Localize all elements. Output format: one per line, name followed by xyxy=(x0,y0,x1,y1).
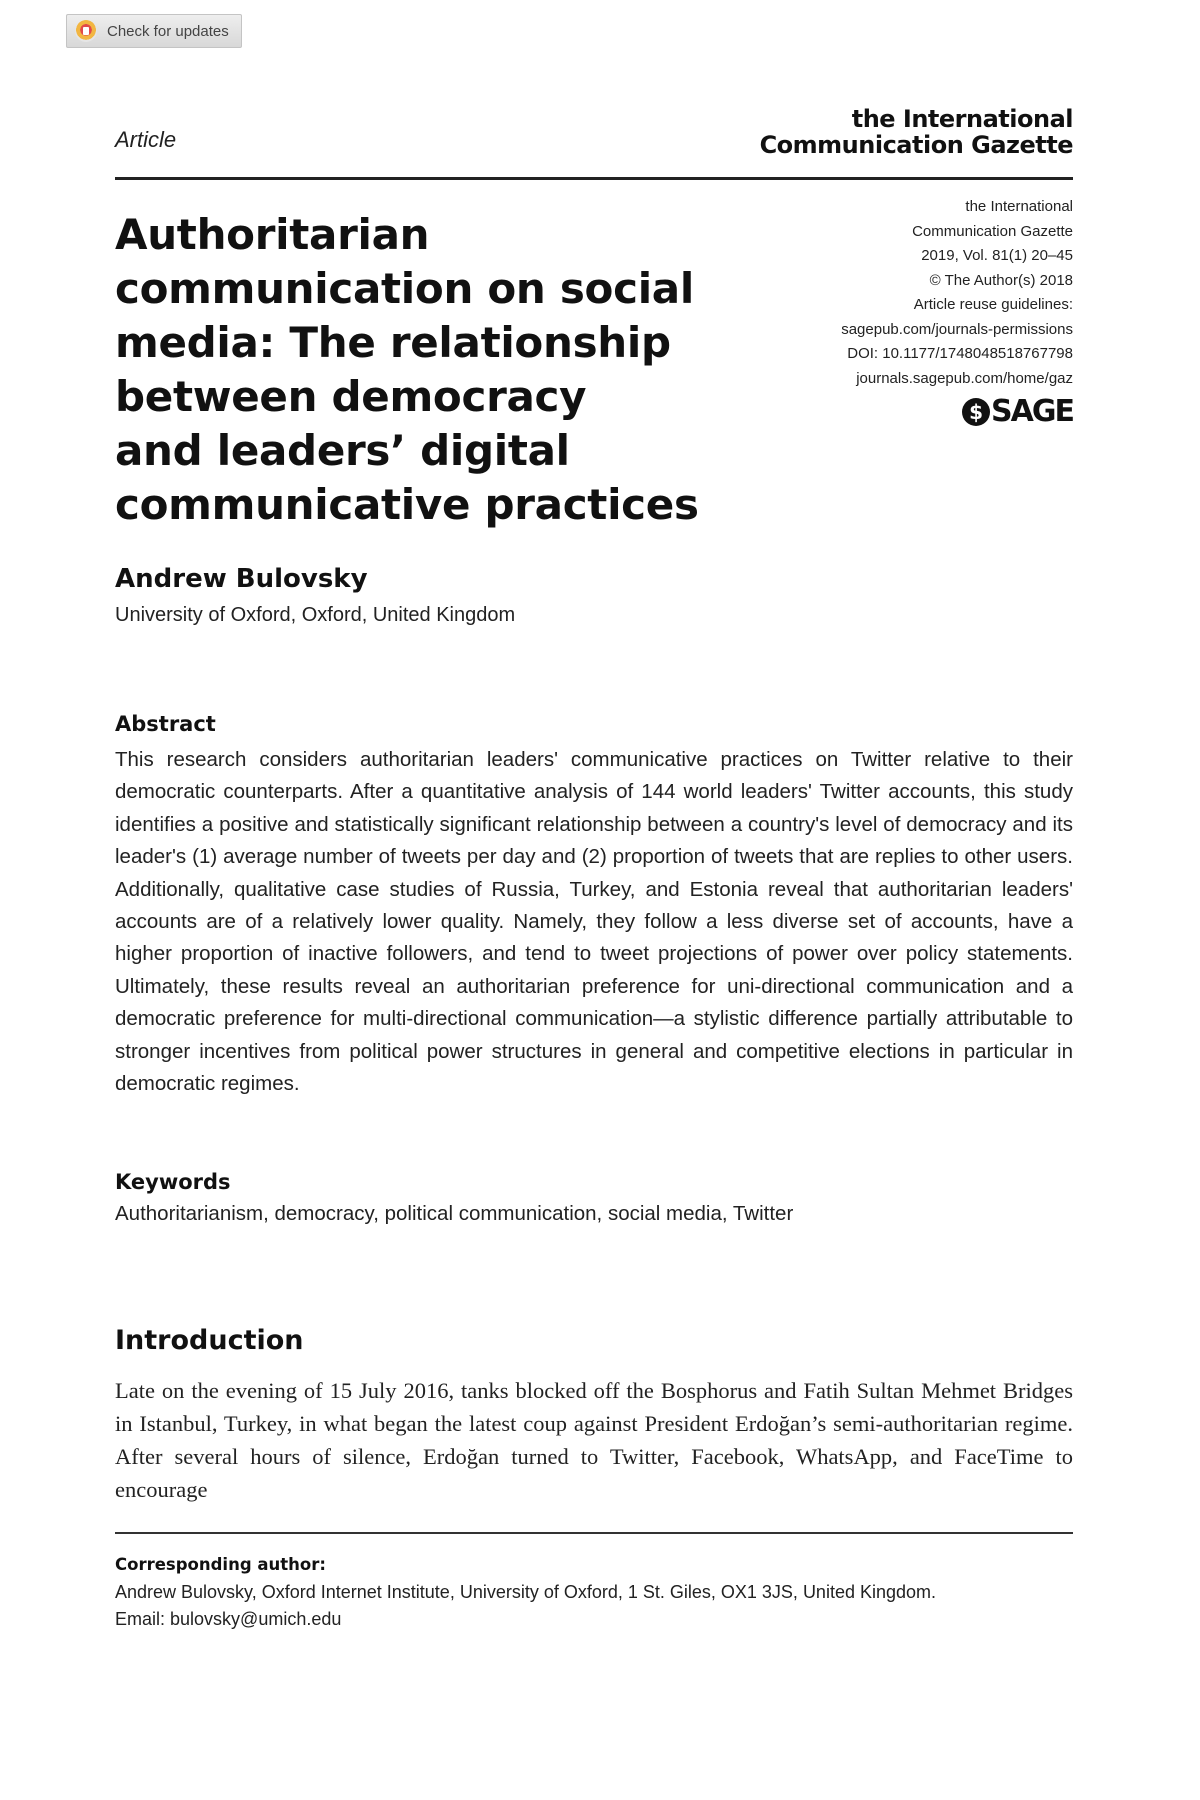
sage-logo xyxy=(962,394,1073,429)
sage-logo-text: SAGE xyxy=(991,394,1073,429)
title-line: communicative practices xyxy=(115,480,699,529)
corresponding-author-heading: Corresponding author: xyxy=(115,1555,326,1574)
journal-logo-line-1: the International xyxy=(851,105,1073,133)
journal-home-link[interactable]: journals.sagepub.com/home/gaz xyxy=(856,369,1073,387)
title-line: Authoritarian xyxy=(115,210,430,259)
corresponding-author-email[interactable]: Email: bulovsky@umich.edu xyxy=(115,1609,342,1629)
abstract-text: This research considers authoritarian leaders' communicative practices on Twitter relative to their democratic counterparts. After a quantitative analysis of 144 world leaders' Twitter accounts, this study identifies a positive and statistically significant relationship between a country's level of democracy and its leader's (1) average number of tweets per day and (2) proportion of tweets that are replies to other users. Additionally, qualitative case studies of Russia, Turkey, and Estonia reveal that authoritarian leaders' accounts are of a relatively lower quality. Namely, they follow a less diverse set of accounts, have a higher proportion of inactive followers, and tend to tweet projections of power over policy statements. Ultimately, these results reveal an authoritarian preference for uni-directional communication and a democratic preference for multi-directional communication—a stylistic difference partially attributable to stronger incentives from political power structures in general and competitive elections in particular in democratic regimes. xyxy=(115,748,1073,1096)
check-for-updates-label: Check for updates xyxy=(107,22,229,40)
sage-logo-icon: $ xyxy=(962,398,990,426)
corresponding-author-address: Andrew Bulovsky, Oxford Internet Institute, University of Oxford, 1 St. Giles, OX1 3JS, United Kingdom. xyxy=(115,1582,937,1602)
article-type-label: Article xyxy=(115,127,177,152)
header-divider xyxy=(115,177,1073,180)
copyright: © The Author(s) 2018 xyxy=(929,271,1073,289)
abstract-heading: Abstract xyxy=(115,712,216,736)
title-line: communication on social xyxy=(115,264,694,313)
journal-logo xyxy=(760,106,1073,158)
doi-link[interactable]: DOI: 10.1177/1748048518767798 xyxy=(847,345,1073,362)
permissions-link[interactable]: sagepub.com/journals-permissions xyxy=(841,320,1073,338)
author-name: Andrew Bulovsky xyxy=(115,564,368,594)
introduction-text: Late on the evening of 15 July 2016, tanks blocked off the Bosphorus and Fatih Sultan Mehmet Bridges in Istanbul, Turkey, in what began the latest coup against President Erdoğan’s semi-authoritarian regime. After several hours of silence, Erdoğan turned to Twitter, Facebook, WhatsApp, and FaceTime to encourage xyxy=(115,1378,1073,1502)
reuse-guidelines-label: Article reuse guidelines: xyxy=(913,296,1073,313)
title-line: between democracy xyxy=(115,372,587,421)
crossmark-icon xyxy=(75,20,97,42)
title-line: and leaders’ digital xyxy=(115,426,570,475)
journal-name-line-2: Communication Gazette xyxy=(912,222,1073,240)
journal-info-block xyxy=(773,195,1073,391)
journal-logo-line-2: Communication Gazette xyxy=(759,131,1073,159)
check-for-updates-button[interactable] xyxy=(66,14,242,48)
footnote-divider xyxy=(115,1532,1073,1534)
author-affiliation: University of Oxford, Oxford, United Kingdom xyxy=(115,604,516,626)
keywords-text: Authoritarianism, democracy, political communication, social media, Twitter xyxy=(115,1202,794,1225)
introduction-heading: Introduction xyxy=(115,1325,304,1356)
article-title xyxy=(115,208,735,532)
citation: 2019, Vol. 81(1) 20–45 xyxy=(921,247,1073,264)
journal-name-line-1: the International xyxy=(965,198,1073,215)
title-line: media: The relationship xyxy=(115,318,671,367)
keywords-heading: Keywords xyxy=(115,1170,231,1194)
